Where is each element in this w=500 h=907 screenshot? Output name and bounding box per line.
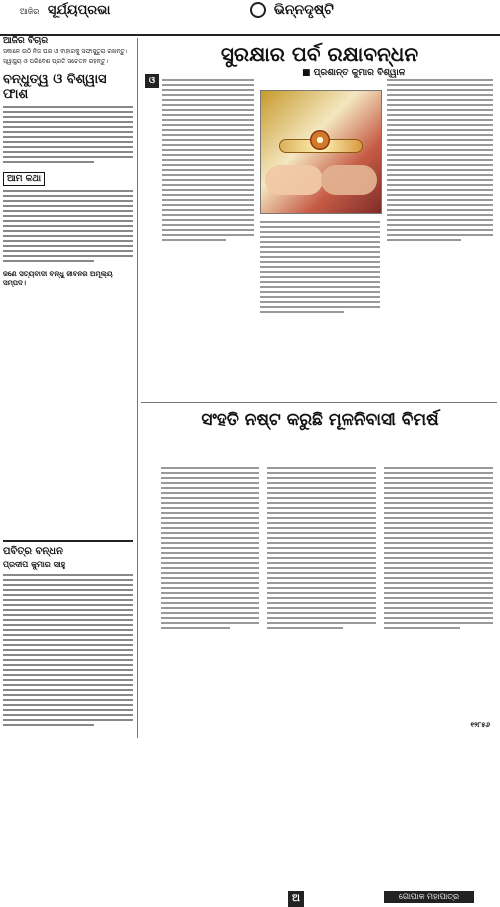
masthead-right-title: ଭିନ୍ନଦୃଷ୍ଟି	[273, 2, 334, 18]
left-rule	[137, 38, 138, 738]
side-box-lines	[3, 574, 133, 726]
top-story-col-3	[387, 76, 493, 244]
top-story-title: ସୁରକ୍ଷାର ପର୍ବ ରକ୍ଷାବନ୍ଧନ	[220, 42, 419, 66]
top-story	[142, 38, 497, 368]
bottom-story-col-1	[161, 464, 259, 632]
box-label: ଆମ କଥା	[3, 172, 45, 186]
footer-date: ୧୨୮୫୬	[470, 721, 490, 729]
lens-icon	[250, 2, 266, 18]
editorial-sub-1: ସକାଳେ ଉଠି ନିଜ ଘର ଓ ବାହାରକୁ ସଫାସୁତୁରା ରଖନ୍ତୁ।	[3, 48, 128, 55]
masthead-left-title: ସୂର୍ଯ୍ୟପ୍ରଭା	[47, 3, 111, 18]
masthead-left-small: ଆଜିର	[20, 7, 40, 16]
top-story-col-2-lower	[260, 218, 380, 316]
header	[0, 0, 500, 36]
hand-right	[321, 165, 377, 195]
left-column	[3, 36, 133, 536]
masthead-left	[20, 3, 110, 18]
rakhi-image	[260, 90, 382, 214]
mid-rule	[141, 402, 497, 403]
left-title: ବନ୍ଧୁତ୍ୱ ଓ ବିଶ୍ୱାସ ଫାଶ	[3, 72, 107, 102]
top-story-col-1	[162, 76, 254, 244]
bottom-story-drop-cap: ଅ	[288, 891, 304, 907]
hand-left	[265, 165, 323, 195]
left-lines-2	[3, 190, 133, 262]
editorial-head: ଆଜିର ବିଚାର	[3, 36, 49, 46]
side-box-title: ପବିତ୍ର ବନ୍ଧନ	[3, 546, 63, 557]
bottom-story-title: ସଂହତି ନଷ୍ଟ କରୁଛି ମୂଳନିବାସୀ ବିମର୍ଷ	[201, 410, 439, 430]
bottom-story-col-2	[267, 464, 376, 632]
bottom-story-col-3	[384, 464, 493, 632]
bottom-story-author: ଗୋପାଳ ମହାପାତ୍ର	[384, 891, 474, 903]
masthead-right	[250, 2, 334, 18]
side-box	[3, 540, 133, 739]
left-lines	[3, 106, 133, 163]
side-box-subtitle: ପ୍ରଦୀପ କୁମାର ସାହୁ	[3, 560, 66, 569]
bottom-story	[141, 444, 497, 904]
top-story-byline: ■ ପ୍ରଶାନ୍ତ କୁମାର ବିଶ୍ୱାଳ	[302, 68, 406, 78]
editorial-sub-2: ସ୍ୱାସ୍ଥ୍ୟ ଓ ପରିବେଶ ପ୍ରତି ସଚେତନ ରହନ୍ତୁ।	[3, 58, 108, 65]
left-quote: ଜଣେ ସତ୍ୟବାଦୀ ବନ୍ଧୁ ଜୀବନର ଅମୂଲ୍ୟ ସମ୍ପଦ।	[3, 270, 113, 287]
rakhi-center-icon	[310, 130, 330, 150]
top-story-drop-cap: ଓ	[145, 74, 159, 88]
